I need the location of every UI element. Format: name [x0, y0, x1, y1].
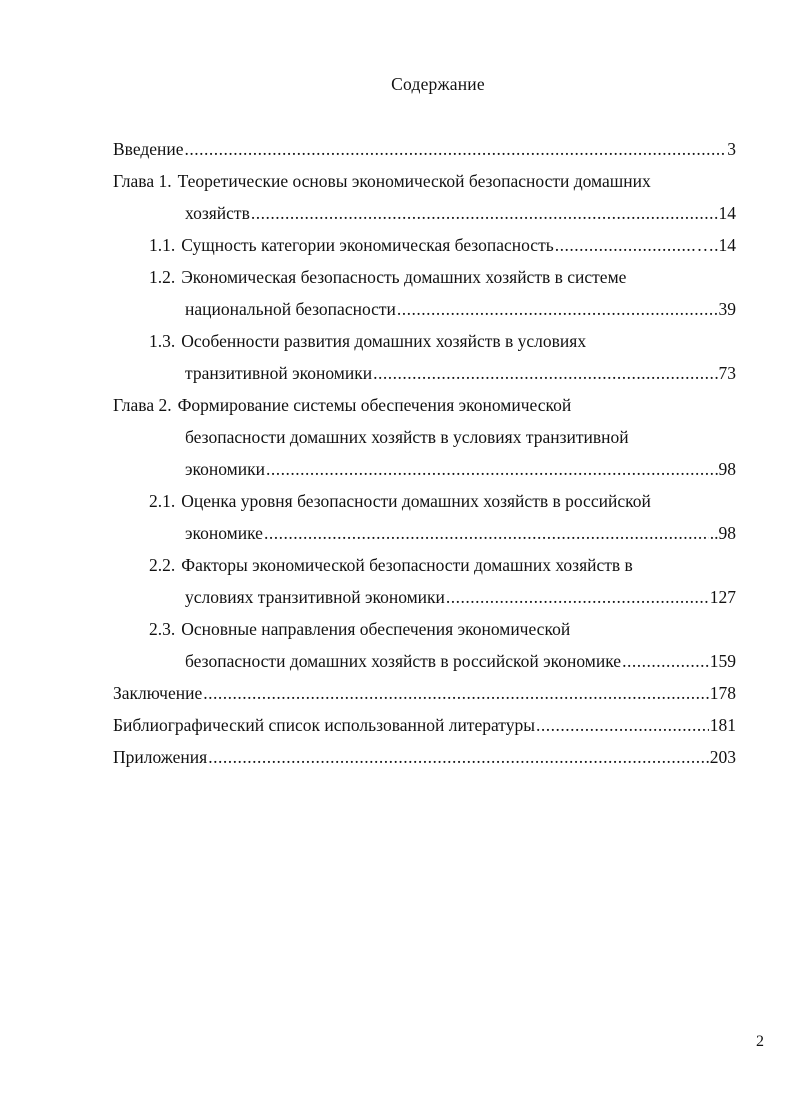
toc-entry-text: Оценка уровня безопасности домашних хозяйств в российской: [181, 491, 651, 511]
toc-entry-text: Сущность категории экономическая безопасность: [181, 235, 554, 255]
toc-entry-number: Глава 2.: [113, 395, 172, 415]
toc-entry-text: Библиографический список использованной литературы: [113, 715, 535, 735]
toc-entry-text: хозяйств: [185, 203, 250, 223]
toc-entry-introduction: [113, 138, 736, 160]
toc-entry-text: Основные направления обеспечения экономической: [181, 619, 571, 639]
toc-entry-section-2-1-cont: [185, 522, 736, 544]
toc-entry-text: Формирование системы обеспечения экономической: [177, 395, 572, 415]
toc-entry-section-1-3: [149, 330, 586, 352]
toc-leader-dots: [266, 458, 718, 480]
toc-leader-dots: [622, 650, 709, 672]
toc-page-number: 181: [709, 715, 736, 735]
toc-entry-number: 1.3.: [149, 331, 176, 351]
toc-entry-text: экономике: [185, 523, 263, 543]
toc-entry-number: Глава 1.: [113, 171, 172, 191]
toc-page-number: 203: [709, 747, 736, 767]
toc-entry-number: 1.2.: [149, 267, 176, 287]
toc-entry-number: 2.3.: [149, 619, 176, 639]
toc-entry-chapter-2-cont: [185, 426, 629, 448]
toc-leader-dots: [397, 298, 718, 320]
toc-entry-chapter-1: [113, 170, 651, 192]
toc-page-number: 178: [709, 683, 736, 703]
toc-page-number: ..98: [709, 523, 736, 543]
toc-page-number: 127: [709, 587, 736, 607]
toc-leader-dots: [185, 138, 727, 160]
toc-entry-text: Экономическая безопасность домашних хозяйств в системе: [181, 267, 627, 287]
toc-entry-text: условиях транзитивной экономики: [185, 587, 445, 607]
toc-leader-dots: [251, 202, 718, 224]
toc-entry-text: Особенности развития домашних хозяйств в условиях: [181, 331, 587, 351]
toc-page-number: 14: [718, 203, 736, 223]
toc-entry-text: Приложения: [113, 747, 208, 767]
toc-entry-section-1-2-cont: [185, 298, 736, 320]
toc-page-number: 39: [718, 299, 736, 319]
toc-entry-text: Теоретические основы экономической безопасности домашних: [177, 171, 651, 191]
toc-entry-appendices: [113, 746, 736, 768]
toc-entry-section-2-2-cont: [185, 586, 736, 608]
toc-entry-chapter-1-cont: [185, 202, 736, 224]
toc-entry-section-1-1: [149, 234, 736, 256]
toc-entry-bibliography: [113, 714, 736, 736]
toc-entry-text: транзитивной экономики: [185, 363, 373, 383]
toc-entry-number: 2.2.: [149, 555, 176, 575]
toc-page-number: 98: [718, 459, 736, 479]
toc-leader-dots: [208, 746, 709, 768]
toc-entry-text: безопасности домашних хозяйств в российской экономике: [185, 651, 622, 671]
page-number: 2: [756, 1033, 764, 1050]
toc-page-number: ….14: [696, 235, 736, 255]
toc-leader-dots: [203, 682, 709, 704]
toc-entry-section-1-2: [149, 266, 626, 288]
toc-page-number: 73: [718, 363, 736, 383]
toc-leader-dots: [446, 586, 709, 608]
toc-entry-text: Заключение: [113, 683, 203, 703]
toc-page-number: 159: [709, 651, 736, 671]
toc-entry-section-2-3: [149, 618, 570, 640]
toc-page-number: 3: [727, 139, 736, 159]
toc-entry-section-2-2: [149, 554, 633, 576]
toc-entry-text: безопасности домашних хозяйств в условиях транзитивной: [185, 427, 629, 447]
page-title: Содержание: [391, 74, 485, 94]
toc-entry-section-2-1: [149, 490, 651, 512]
toc-entry-number: 1.1.: [149, 235, 176, 255]
toc-entry-section-1-3-cont: [185, 362, 736, 384]
toc-leader-dots: [264, 522, 709, 544]
toc-entry-conclusion: [113, 682, 736, 704]
toc-entry-text: Факторы экономической безопасности домашних хозяйств в: [181, 555, 633, 575]
toc-leader-dots: [536, 714, 709, 736]
toc-entry-number: 2.1.: [149, 491, 176, 511]
toc-entry-section-2-3-cont: [185, 650, 736, 672]
toc-entry-chapter-2-cont: [185, 458, 736, 480]
toc-leader-dots: [555, 234, 696, 256]
toc-leader-dots: [373, 362, 717, 384]
toc-entry-chapter-2: [113, 394, 571, 416]
toc-entry-text: Введение: [113, 139, 184, 159]
toc-entry-text: национальной безопасности: [185, 299, 396, 319]
toc-entry-text: экономики: [185, 459, 265, 479]
